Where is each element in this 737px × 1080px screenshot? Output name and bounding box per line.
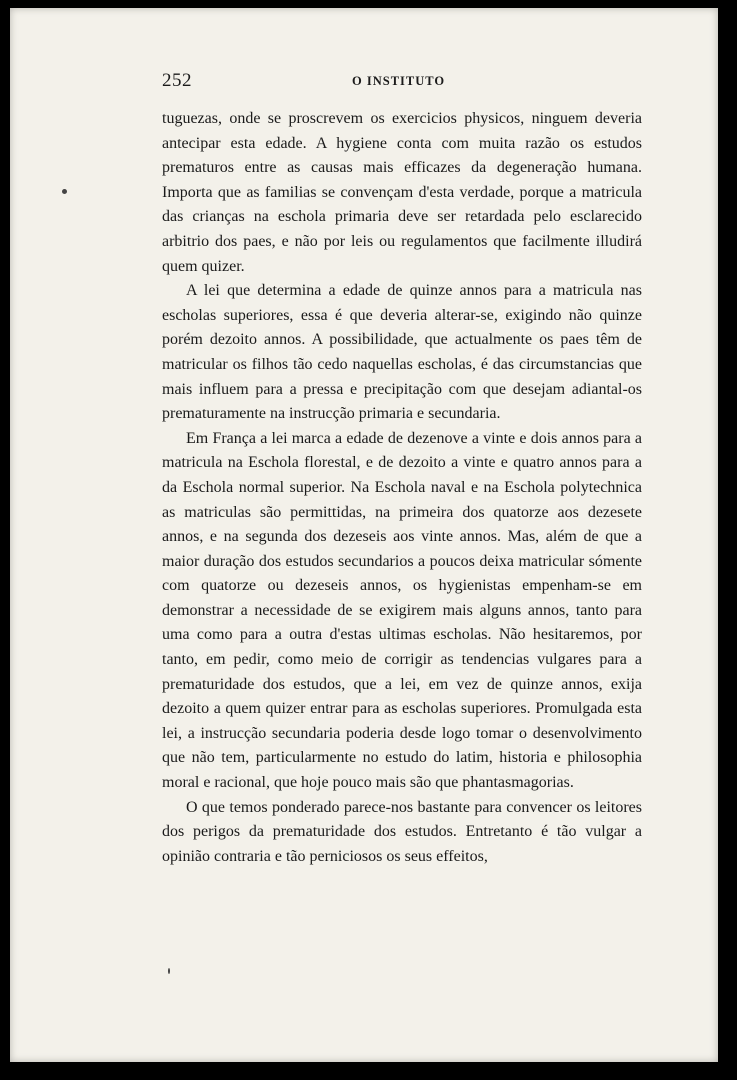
running-title: O INSTITUTO [352, 74, 446, 88]
paragraph: tuguezas, onde se proscrevem os exercicios physicos, ninguem deveria antecipar esta edade. A hygiene conta com muita razão os estudos prematuros entre as causas mais efficazes da degeneração humana. Importa que as familias se convençam d'esta verdade, porque a matricula das crianças na eschola primaria deve ser retardada pelo esclarecido arbitrio dos paes, e não por leis ou regulamentos que facilmente illudirá quem quizer. [162, 110, 642, 275]
paragraph: O que temos ponderado parece-nos bastante para convencer os leitores dos perigos da prematuridade dos estudos. Entretanto é tão vulgar a opinião contraria e tão perniciosos os seus effeitos, [162, 798, 642, 865]
ink-speck [168, 968, 170, 974]
body-text [162, 107, 642, 869]
paragraph: Em França a lei marca a edade de dezenove a vinte e dois annos para a matricula na Eschola florestal, e de dezoito a vinte e quatro annos para a da Eschola normal superior. Na Eschola naval e na Eschola polytechnica as matriculas são permittidas, na primeira dos quatorze aos dezesete annos, e na segunda dos dezeseis aos vinte annos. Mas, além de que a maior duração dos estudos secundarios a poucos deixa matricular sómente com quatorze ou dezeseis annos, os hygienistas empenham-se em demonstrar a necessidade de se exigirem mais alguns annos, tanto para uma como para a outra d'estas ultimas escholas. Não hesitaremos, por tanto, em pedir, como meio de corrigir as tendencias vulgares para a prematuridade dos estudos, que a lei, em vez de quinze annos, exija dezoito a quem quizer entrar para as escholas superiores. Promulgada esta lei, a instrucção secundaria poderia desde logo tomar o desenvolvimento que não tem, particularmente no estudo do latim, historia e philosophia moral e racional, que hoje pouco mais são que phantasmagorias. [162, 429, 642, 792]
page-number: 252 [162, 70, 192, 91]
ink-speck [62, 189, 67, 194]
page-header [162, 70, 642, 94]
paragraph: A lei que determina a edade de quinze annos para a matricula nas escholas superiores, essa é que deveria alterar-se, exigindo não quinze porém dezoito annos. A possibilidade, que actualmente os paes têm de matricular os filhos tão cedo naquellas escholas, é das circumstancias que mais influem para a pressa e precipitação com que desejam adiantal-os prematuramente na instrucção primaria e secundaria. [162, 282, 642, 423]
